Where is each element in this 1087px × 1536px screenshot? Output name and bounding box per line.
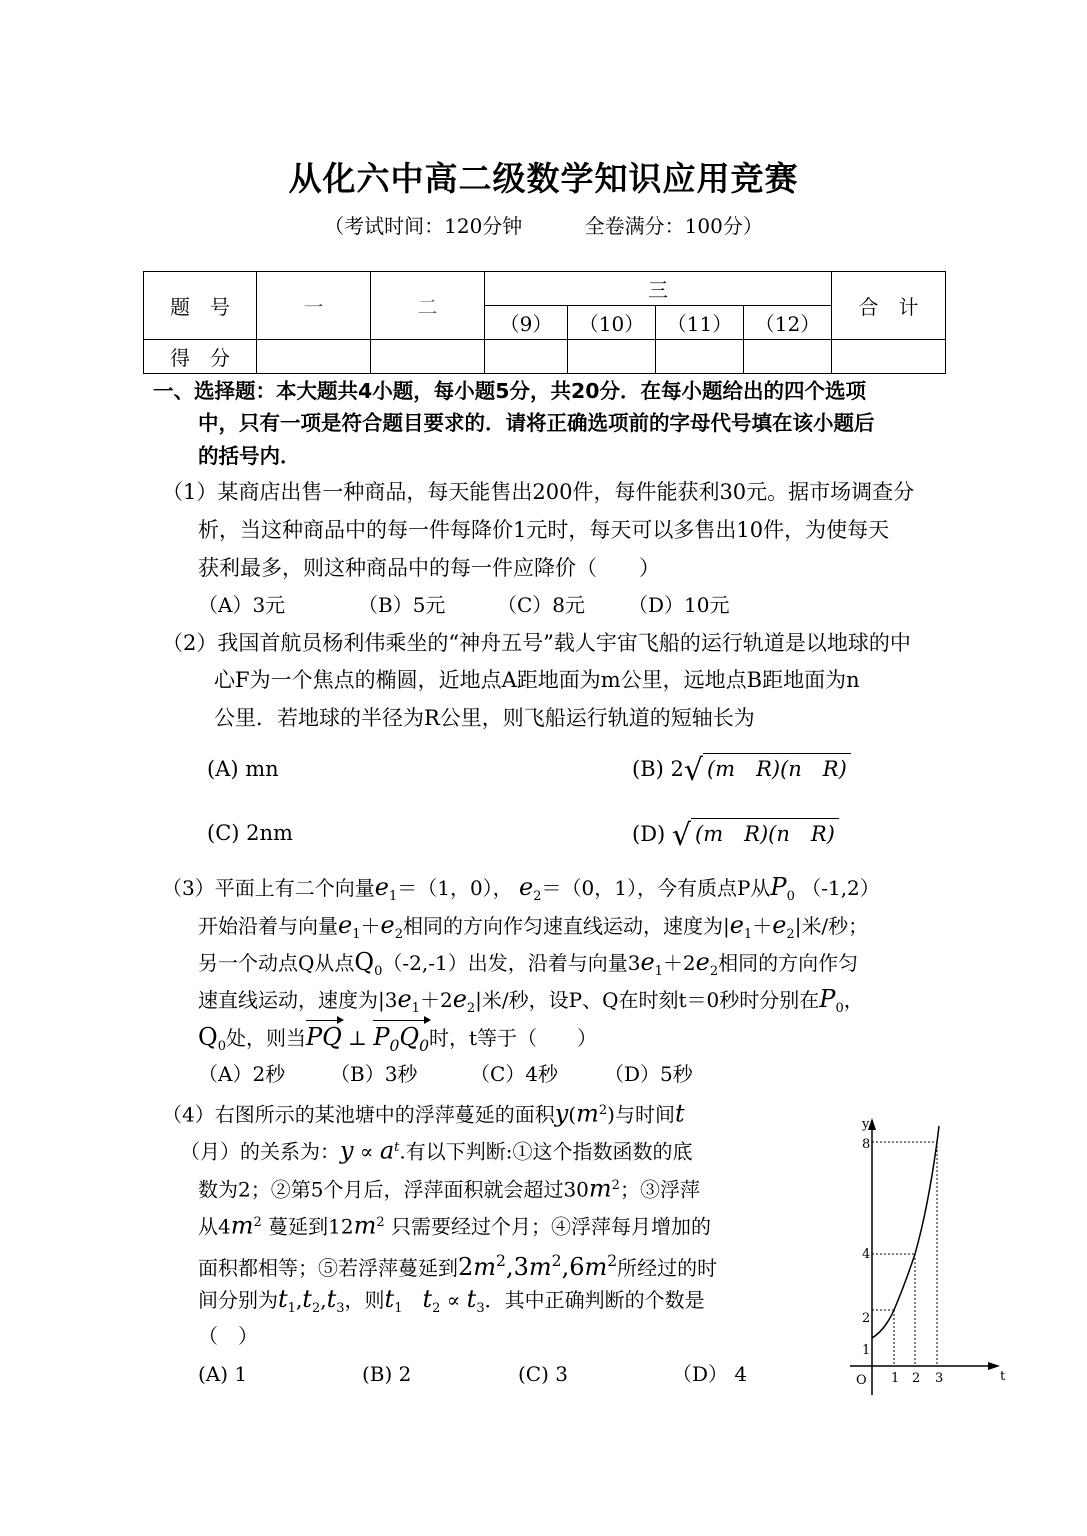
col-two: 二 — [371, 272, 485, 340]
q1-line1: （1）某商店出售一种商品，每天能售出200件，每件能获利30元。据市场调查分 — [162, 480, 915, 504]
section1-line1: 一、选择题：本大题共4小题，每小题5分，共20分．在每小题给出的四个选项 — [153, 379, 867, 403]
q4-line4: 从$4m^2$ 蔓延到$12m^2$ 只需要经过个月；④浮萍每月增加的 — [198, 1211, 711, 1240]
t-tick-1: 1 — [891, 1371, 900, 1386]
q2-option-d-radicand: (m R)(n R) — [691, 818, 839, 849]
q2-option-b — [632, 748, 851, 788]
q1-option-b: （B）5元 — [358, 593, 446, 617]
q1-line2: 析，当这种商品中的每一件每降价1元时，每天可以多售出10件，为使每天 — [198, 518, 890, 542]
sub-col-9: （9） — [485, 306, 568, 340]
q3-option-d: （D）5秒 — [604, 1062, 693, 1086]
q4-option-c: (C) 3 — [518, 1362, 568, 1386]
q3-line4: 速直线运动，速度为$|3e_1+2e_2|$米/秒，设P、Q在时刻t＝0秒时分别在$P_0$， — [198, 985, 864, 1016]
page-title: 从化六中高二级数学知识应用竞赛 — [288, 159, 799, 198]
score-cell-12 — [744, 340, 832, 374]
score-cell-2 — [371, 340, 485, 374]
sub-col-12: （12） — [744, 306, 832, 340]
q4-line6: 间分别为$t_1,t_2,t_3$，则$t_1$ $t_2 \propto t_3$．其中正确判断的个数是 — [198, 1285, 705, 1316]
q4-line1: （4）右图所示的某池塘中的浮萍蔓延的面积$y(m^2)$与时间t — [162, 1099, 685, 1128]
growth-graph — [840, 1112, 1020, 1402]
col-total: 合 计 — [832, 272, 946, 340]
t-tick-3: 3 — [935, 1371, 944, 1386]
q2-line2: 心F为一个焦点的椭圆，近地点A距地面为m公里，远地点B距地面为n — [214, 668, 860, 692]
y-tick-2: 2 — [862, 1311, 871, 1326]
col-three: 三 — [485, 272, 832, 306]
exam-full-score: 全卷满分：100分） — [584, 214, 763, 238]
t-tick-2: 2 — [912, 1371, 921, 1386]
t-axis-arrow-icon — [988, 1362, 1000, 1370]
q3-option-a: （A）2秒 — [198, 1062, 286, 1086]
sqrt-icon: √ — [683, 753, 703, 788]
q3-line1: （3）平面上有二个向量$e_1=(1$，0）， $e_2=(0$，1），今有质点P从$P_0$ （-1,2） — [162, 873, 880, 904]
q3-option-c: （C）4秒 — [470, 1062, 559, 1086]
q1-line3: 获利最多，则这种商品中的每一件应降价（ ） — [198, 556, 660, 580]
q3-option-b: （B）3秒 — [330, 1062, 418, 1086]
score-cell-10 — [568, 340, 656, 374]
q2-option-b-radicand: (m R)(n R) — [703, 753, 851, 784]
q2-option-a: (A) mn — [207, 757, 279, 781]
q2-option-b-label: (B) 2 — [632, 757, 684, 781]
q4-line3: 数为2；②第5个月后，浮萍面积就会超过$30m^2$；③浮萍 — [198, 1174, 700, 1203]
q3-line5: $Q_0$处，则当PQ ⊥ $P_0Q_0$时，t等于（ ） — [198, 1018, 597, 1066]
q4-line5: 面积都相等；⑤若浮萍蔓延到$2m^2,3m^2,6m^2$所经过的时 — [198, 1252, 718, 1281]
score-cell-total — [832, 340, 946, 374]
q2-option-d — [632, 813, 839, 853]
q4-option-b: (B) 2 — [362, 1362, 412, 1386]
sqrt-icon: √ — [671, 818, 692, 853]
q4-option-a: (A) 1 — [198, 1362, 248, 1386]
sub-col-11: （11） — [656, 306, 744, 340]
exam-time: （考试时间：120分钟 — [324, 214, 523, 238]
score-cell-1 — [257, 340, 371, 374]
q1-option-c: （C）8元 — [497, 593, 586, 617]
row-label-score: 得 分 — [144, 340, 257, 374]
q4-option-d: （D） 4 — [672, 1362, 748, 1386]
q2-option-d-label: (D) — [632, 822, 666, 846]
score-cell-9 — [485, 340, 568, 374]
section1-line2: 中，只有一项是符合题目要求的．请将正确选项前的字母代号填在该小题后 — [198, 411, 875, 435]
y-tick-8: 8 — [862, 1137, 871, 1152]
sub-col-10: （10） — [568, 306, 656, 340]
q2-option-c: (C) 2nm — [207, 821, 293, 845]
y-tick-1: 1 — [862, 1343, 871, 1358]
growth-curve — [872, 1126, 939, 1338]
q1-option-d: （D）10元 — [628, 593, 730, 617]
row-label-question: 题 号 — [144, 272, 257, 340]
q2-line1: （2）我国首航员杨利伟乘坐的“神舟五号”载人宇宙飞船的运行轨道是以地球的中 — [162, 631, 911, 655]
score-table — [143, 271, 946, 374]
exam-info — [0, 210, 1087, 239]
section1-line3: 的括号内． — [198, 444, 301, 468]
q4-line7: （ ） — [198, 1324, 258, 1348]
q3-line3: 另一个动点Q从点$Q_0(-2,-1)$出发，沿着与向量$3e_1+2e_2$相同的方向作匀 — [198, 948, 859, 979]
q4-line2: （月）的关系为：$y \propto a^t$.有以下判断:①这个指数函数的底 — [180, 1136, 693, 1165]
q3-line2: 开始沿着与向量$e_1+e_2$相同的方向作匀速直线运动，速度为$|e_1+e_2|$米/秒； — [198, 911, 869, 942]
graph-origin-label: O — [856, 1373, 867, 1388]
q2-line3: 公里．若地球的半径为R公里，则飞船运行轨道的短轴长为 — [214, 706, 755, 730]
col-one: 一 — [257, 272, 371, 340]
graph-y-label: y — [862, 1117, 870, 1132]
graph-t-label: t — [1000, 1369, 1006, 1384]
q1-option-a: （A）3元 — [198, 593, 286, 617]
y-tick-4: 4 — [862, 1247, 871, 1262]
score-cell-11 — [656, 340, 744, 374]
